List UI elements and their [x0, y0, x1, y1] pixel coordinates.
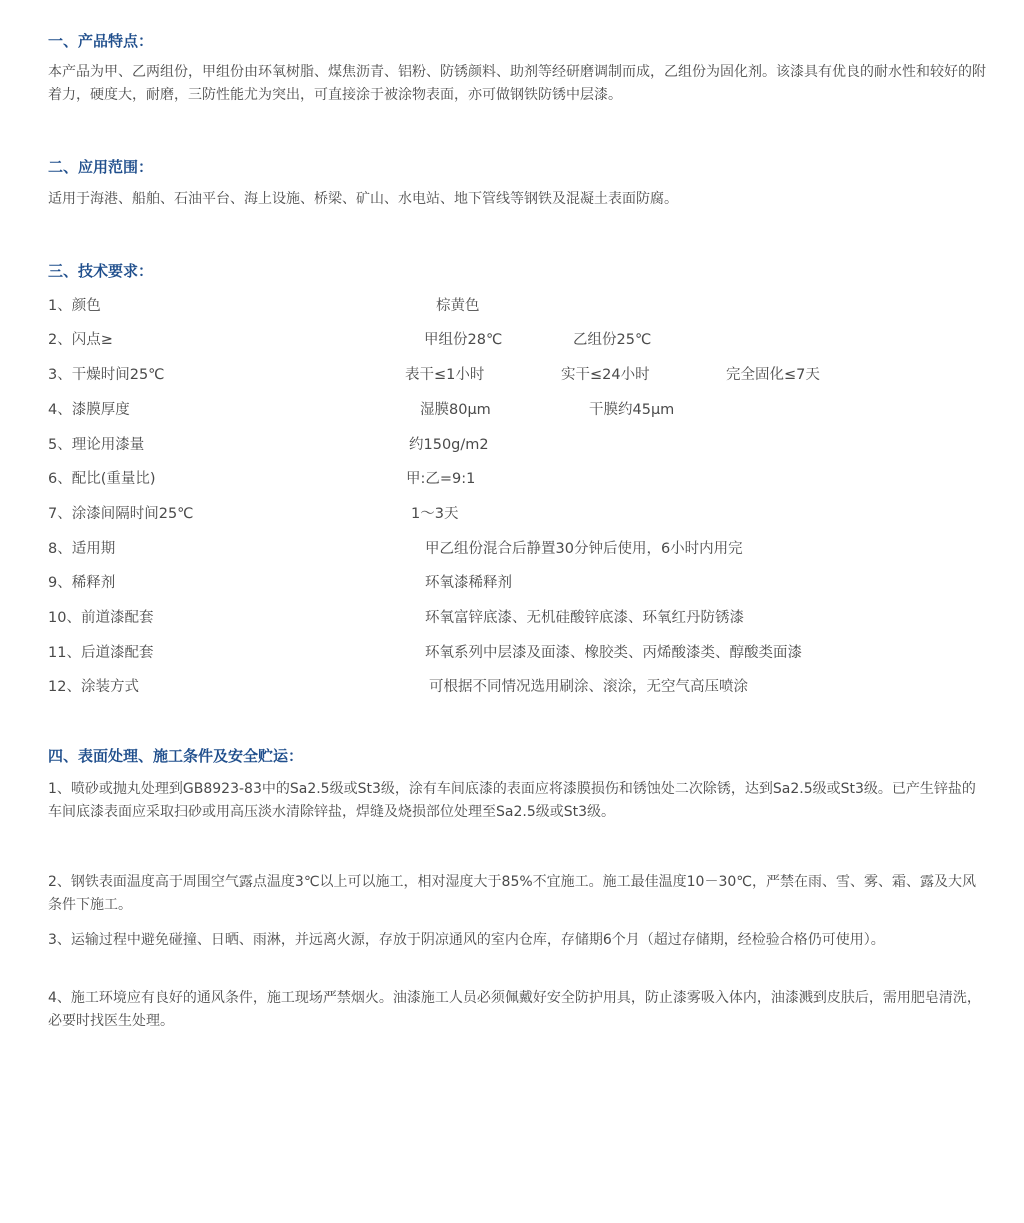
- spec-value: 环氧系列中层漆及面漆、橡胶类、丙烯酸漆类、醇酸类面漆: [425, 645, 802, 661]
- spec-value: 表干≤1小时: [405, 367, 485, 383]
- section-heading-technical: 三、技术要求：: [48, 262, 154, 280]
- spec-value: 约150g/m2: [409, 437, 489, 453]
- spec-row: [48, 363, 988, 385]
- spec-row: [48, 433, 988, 455]
- treatment-item: 2、钢铁表面温度高于周围空气露点温度3℃以上可以施工，相对湿度大于85%不宜施工。施工最佳温度10－30℃，严禁在雨、雪、雾、霜、露及大风条件下施工。: [48, 874, 977, 913]
- spec-value: 湿膜80μm: [420, 402, 491, 418]
- application-paragraph: 适用于海港、船舶、石油平台、海上设施、桥梁、矿山、水电站、地下管线等钢铁及混凝土表面防腐。: [48, 191, 678, 207]
- treatment-item: 4、施工环境应有良好的通风条件，施工现场严禁烟火。油漆施工人员必须佩戴好安全防护用具，防止漆雾吸入体内，油漆溅到皮肤后，需用肥皂清洗，必要时找医生处理。: [48, 990, 981, 1029]
- treatment-item: 1、喷砂或抛丸处理到GB8923-83中的Sa2.5级或St3级，涂有车间底漆的表面应将漆膜损伤和锈蚀处二次除锈，达到Sa2.5级或St3级。已产生锌盐的车间底漆表面应采取扫砂或用高压淡水清除锌盐，焊缝及烧损部位处理至Sa2.5级或St3级。: [48, 781, 976, 820]
- spec-label: 10、前道漆配套: [48, 610, 154, 626]
- spec-label: 12、涂装方式: [48, 679, 139, 695]
- spec-label: 2、闪点≥: [48, 332, 113, 348]
- treatment-item: 3、运输过程中避免碰撞、日晒、雨淋，并远离火源，存放于阴凉通风的室内仓库，存储期6个月（超过存储期，经检验合格仍可使用）。: [48, 932, 885, 948]
- spec-value: 甲组份28℃: [424, 332, 503, 348]
- spec-value: 1～3天: [411, 506, 459, 522]
- spec-label: 3、干燥时间25℃: [48, 367, 165, 383]
- spec-row: [48, 675, 988, 697]
- spec-label: 4、漆膜厚度: [48, 402, 130, 418]
- spec-row: [48, 328, 988, 350]
- spec-row: [48, 571, 988, 593]
- spec-value: 环氧富锌底漆、无机硅酸锌底漆、环氧红丹防锈漆: [425, 610, 744, 626]
- section-heading-surface-treatment: 四、表面处理、施工条件及安全贮运：: [48, 747, 304, 765]
- spec-label: 6、配比(重量比): [48, 471, 156, 487]
- spec-label: 11、后道漆配套: [48, 645, 154, 661]
- spec-value: 干膜约45μm: [589, 402, 675, 418]
- spec-value: 可根据不同情况选用刷涂、滚涂，无空气高压喷涂: [429, 679, 748, 695]
- spec-value: 甲:乙=9:1: [406, 471, 476, 487]
- spec-label: 5、理论用漆量: [48, 437, 145, 453]
- spec-value: 乙组份25℃: [573, 332, 652, 348]
- spec-row: [48, 641, 988, 663]
- spec-value: 棕黄色: [436, 298, 480, 314]
- spec-value: 环氧漆稀释剂: [425, 575, 512, 591]
- spec-value: 甲乙组份混合后静置30分钟后使用，6小时内用完: [425, 541, 743, 557]
- spec-row: [48, 606, 988, 628]
- spec-row: [48, 467, 988, 489]
- section-heading-features: 一、产品特点：: [48, 32, 154, 50]
- spec-label: 1、颜色: [48, 298, 101, 314]
- spec-label: 9、稀释剂: [48, 575, 116, 591]
- spec-row: [48, 398, 988, 420]
- features-paragraph: 本产品为甲、乙两组份，甲组份由环氧树脂、煤焦沥青、铝粉、防锈颜料、助剂等经研磨调制而成，乙组份为固化剂。该漆具有优良的耐水性和较好的附着力，硬度大，耐磨，三防性能尤为突出，可直接涂于被涂物表面，亦可做钢铁防锈中层漆。: [48, 64, 986, 103]
- spec-value: 完全固化≤7天: [726, 367, 820, 383]
- spec-row: [48, 502, 988, 524]
- spec-value: 实干≤24小时: [561, 367, 650, 383]
- spec-label: 7、涂漆间隔时间25℃: [48, 506, 194, 522]
- spec-label: 8、适用期: [48, 541, 116, 557]
- section-heading-application: 二、应用范围：: [48, 158, 154, 176]
- spec-row: [48, 294, 988, 316]
- spec-row: [48, 537, 988, 559]
